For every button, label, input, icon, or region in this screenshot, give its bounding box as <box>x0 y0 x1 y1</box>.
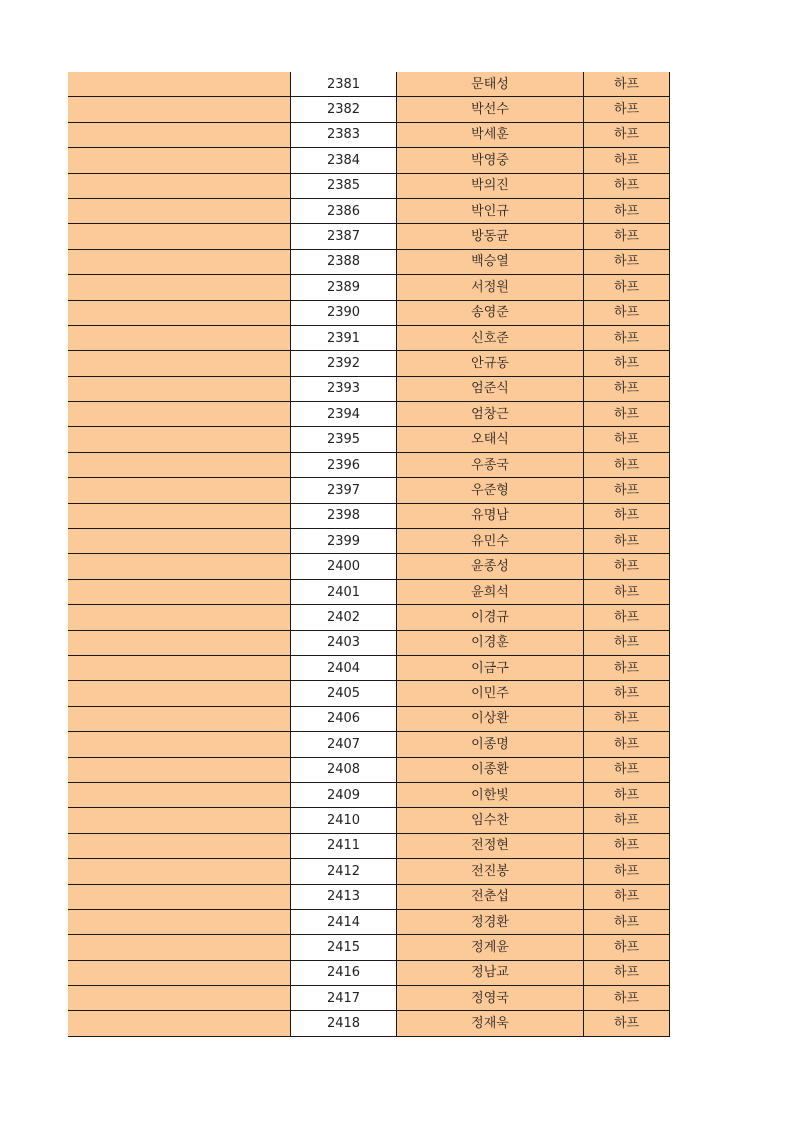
number-cell: 2405 <box>291 681 397 706</box>
name-cell: 안규동 <box>397 351 584 376</box>
table-row <box>68 605 670 630</box>
spreadsheet-body <box>68 72 670 1036</box>
category-cell: 하프 <box>584 503 670 528</box>
number-cell: 2399 <box>291 529 397 554</box>
category-cell: 하프 <box>584 986 670 1011</box>
table-row <box>68 884 670 909</box>
table-row <box>68 478 670 503</box>
name-cell: 정남교 <box>397 960 584 985</box>
category-cell: 하프 <box>584 478 670 503</box>
number-cell: 2410 <box>291 808 397 833</box>
empty-cell <box>68 681 291 706</box>
empty-cell <box>68 325 291 350</box>
category-cell: 하프 <box>584 351 670 376</box>
number-cell: 2401 <box>291 579 397 604</box>
category-cell: 하프 <box>584 173 670 198</box>
table-row <box>68 706 670 731</box>
empty-cell <box>68 935 291 960</box>
table-row <box>68 529 670 554</box>
category-cell: 하프 <box>584 275 670 300</box>
number-cell: 2381 <box>291 72 397 97</box>
empty-cell <box>68 529 291 554</box>
name-cell: 박의진 <box>397 173 584 198</box>
empty-cell <box>68 173 291 198</box>
category-cell: 하프 <box>584 452 670 477</box>
number-cell: 2402 <box>291 605 397 630</box>
number-cell: 2408 <box>291 757 397 782</box>
number-cell: 2387 <box>291 224 397 249</box>
number-cell: 2389 <box>291 275 397 300</box>
table-row <box>68 97 670 122</box>
table-row <box>68 808 670 833</box>
table-row <box>68 579 670 604</box>
empty-cell <box>68 249 291 274</box>
empty-cell <box>68 122 291 147</box>
number-cell: 2400 <box>291 554 397 579</box>
category-cell: 하프 <box>584 579 670 604</box>
empty-cell <box>68 376 291 401</box>
empty-cell <box>68 402 291 427</box>
table-row <box>68 351 670 376</box>
empty-cell <box>68 782 291 807</box>
table-row <box>68 452 670 477</box>
name-cell: 이종명 <box>397 732 584 757</box>
name-cell: 윤종성 <box>397 554 584 579</box>
empty-cell <box>68 808 291 833</box>
name-cell: 유명남 <box>397 503 584 528</box>
category-cell: 하프 <box>584 427 670 452</box>
table-row <box>68 72 670 97</box>
number-cell: 2404 <box>291 655 397 680</box>
category-cell: 하프 <box>584 376 670 401</box>
name-cell: 정경환 <box>397 909 584 934</box>
empty-cell <box>68 300 291 325</box>
table-row <box>68 732 670 757</box>
number-cell: 2398 <box>291 503 397 528</box>
table-row <box>68 402 670 427</box>
category-cell: 하프 <box>584 148 670 173</box>
name-cell: 전춘섭 <box>397 884 584 909</box>
category-cell: 하프 <box>584 782 670 807</box>
category-cell: 하프 <box>584 122 670 147</box>
number-cell: 2386 <box>291 198 397 223</box>
table-row <box>68 198 670 223</box>
number-cell: 2416 <box>291 960 397 985</box>
number-cell: 2396 <box>291 452 397 477</box>
empty-cell <box>68 97 291 122</box>
table-row <box>68 859 670 884</box>
name-cell: 박인규 <box>397 198 584 223</box>
table-row <box>68 986 670 1011</box>
category-cell: 하프 <box>584 655 670 680</box>
table-row <box>68 960 670 985</box>
category-cell: 하프 <box>584 732 670 757</box>
number-cell: 2397 <box>291 478 397 503</box>
number-cell: 2394 <box>291 402 397 427</box>
number-cell: 2395 <box>291 427 397 452</box>
name-cell: 이종환 <box>397 757 584 782</box>
category-cell: 하프 <box>584 198 670 223</box>
table-row <box>68 782 670 807</box>
empty-cell <box>68 605 291 630</box>
number-cell: 2414 <box>291 909 397 934</box>
empty-cell <box>68 884 291 909</box>
table-row <box>68 757 670 782</box>
empty-cell <box>68 833 291 858</box>
category-cell: 하프 <box>584 757 670 782</box>
name-cell: 박영중 <box>397 148 584 173</box>
name-cell: 유민수 <box>397 529 584 554</box>
category-cell: 하프 <box>584 808 670 833</box>
category-cell: 하프 <box>584 97 670 122</box>
table-row <box>68 300 670 325</box>
category-cell: 하프 <box>584 249 670 274</box>
spreadsheet-table <box>68 72 670 1037</box>
category-cell: 하프 <box>584 72 670 97</box>
category-cell: 하프 <box>584 681 670 706</box>
empty-cell <box>68 72 291 97</box>
empty-cell <box>68 478 291 503</box>
table-row <box>68 122 670 147</box>
table-row <box>68 503 670 528</box>
category-cell: 하프 <box>584 224 670 249</box>
name-cell: 서정원 <box>397 275 584 300</box>
number-cell: 2392 <box>291 351 397 376</box>
number-cell: 2411 <box>291 833 397 858</box>
number-cell: 2403 <box>291 630 397 655</box>
number-cell: 2413 <box>291 884 397 909</box>
table-row <box>68 655 670 680</box>
name-cell: 이상환 <box>397 706 584 731</box>
name-cell: 박세훈 <box>397 122 584 147</box>
category-cell: 하프 <box>584 706 670 731</box>
number-cell: 2385 <box>291 173 397 198</box>
empty-cell <box>68 554 291 579</box>
table-row <box>68 935 670 960</box>
table-row <box>68 427 670 452</box>
name-cell: 정재욱 <box>397 1011 584 1036</box>
name-cell: 이경훈 <box>397 630 584 655</box>
number-cell: 2393 <box>291 376 397 401</box>
table-row <box>68 249 670 274</box>
category-cell: 하프 <box>584 833 670 858</box>
number-cell: 2406 <box>291 706 397 731</box>
table-row <box>68 833 670 858</box>
category-cell: 하프 <box>584 630 670 655</box>
number-cell: 2391 <box>291 325 397 350</box>
name-cell: 박선수 <box>397 97 584 122</box>
category-cell: 하프 <box>584 859 670 884</box>
empty-cell <box>68 732 291 757</box>
table-row <box>68 376 670 401</box>
number-cell: 2388 <box>291 249 397 274</box>
category-cell: 하프 <box>584 554 670 579</box>
empty-cell <box>68 503 291 528</box>
empty-cell <box>68 148 291 173</box>
table-row <box>68 325 670 350</box>
name-cell: 전진봉 <box>397 859 584 884</box>
name-cell: 임수찬 <box>397 808 584 833</box>
number-cell: 2390 <box>291 300 397 325</box>
number-cell: 2382 <box>291 97 397 122</box>
number-cell: 2409 <box>291 782 397 807</box>
empty-cell <box>68 757 291 782</box>
empty-cell <box>68 630 291 655</box>
empty-cell <box>68 351 291 376</box>
name-cell: 이민주 <box>397 681 584 706</box>
category-cell: 하프 <box>584 909 670 934</box>
table-row <box>68 275 670 300</box>
name-cell: 우준형 <box>397 478 584 503</box>
number-cell: 2418 <box>291 1011 397 1036</box>
category-cell: 하프 <box>584 935 670 960</box>
name-cell: 이금구 <box>397 655 584 680</box>
name-cell: 이경규 <box>397 605 584 630</box>
empty-cell <box>68 427 291 452</box>
category-cell: 하프 <box>584 1011 670 1036</box>
empty-cell <box>68 859 291 884</box>
number-cell: 2417 <box>291 986 397 1011</box>
empty-cell <box>68 275 291 300</box>
number-cell: 2407 <box>291 732 397 757</box>
empty-cell <box>68 224 291 249</box>
empty-cell <box>68 1011 291 1036</box>
category-cell: 하프 <box>584 884 670 909</box>
name-cell: 엄준식 <box>397 376 584 401</box>
category-cell: 하프 <box>584 529 670 554</box>
name-cell: 송영준 <box>397 300 584 325</box>
empty-cell <box>68 960 291 985</box>
table-row <box>68 173 670 198</box>
name-cell: 문태성 <box>397 72 584 97</box>
table-row <box>68 1011 670 1036</box>
name-cell: 오태식 <box>397 427 584 452</box>
table-row <box>68 909 670 934</box>
name-cell: 정계윤 <box>397 935 584 960</box>
category-cell: 하프 <box>584 300 670 325</box>
name-cell: 엄창근 <box>397 402 584 427</box>
number-cell: 2383 <box>291 122 397 147</box>
table-row <box>68 224 670 249</box>
empty-cell <box>68 909 291 934</box>
table-row <box>68 630 670 655</box>
name-cell: 백승열 <box>397 249 584 274</box>
table-row <box>68 554 670 579</box>
number-cell: 2412 <box>291 859 397 884</box>
name-cell: 전정현 <box>397 833 584 858</box>
name-cell: 윤희석 <box>397 579 584 604</box>
name-cell: 정영국 <box>397 986 584 1011</box>
name-cell: 방동균 <box>397 224 584 249</box>
number-cell: 2384 <box>291 148 397 173</box>
table-row <box>68 681 670 706</box>
name-cell: 신호준 <box>397 325 584 350</box>
empty-cell <box>68 706 291 731</box>
name-cell: 이한빛 <box>397 782 584 807</box>
category-cell: 하프 <box>584 960 670 985</box>
empty-cell <box>68 986 291 1011</box>
empty-cell <box>68 579 291 604</box>
empty-cell <box>68 198 291 223</box>
category-cell: 하프 <box>584 325 670 350</box>
empty-cell <box>68 452 291 477</box>
empty-cell <box>68 655 291 680</box>
name-cell: 우종국 <box>397 452 584 477</box>
category-cell: 하프 <box>584 605 670 630</box>
category-cell: 하프 <box>584 402 670 427</box>
table-row <box>68 148 670 173</box>
number-cell: 2415 <box>291 935 397 960</box>
